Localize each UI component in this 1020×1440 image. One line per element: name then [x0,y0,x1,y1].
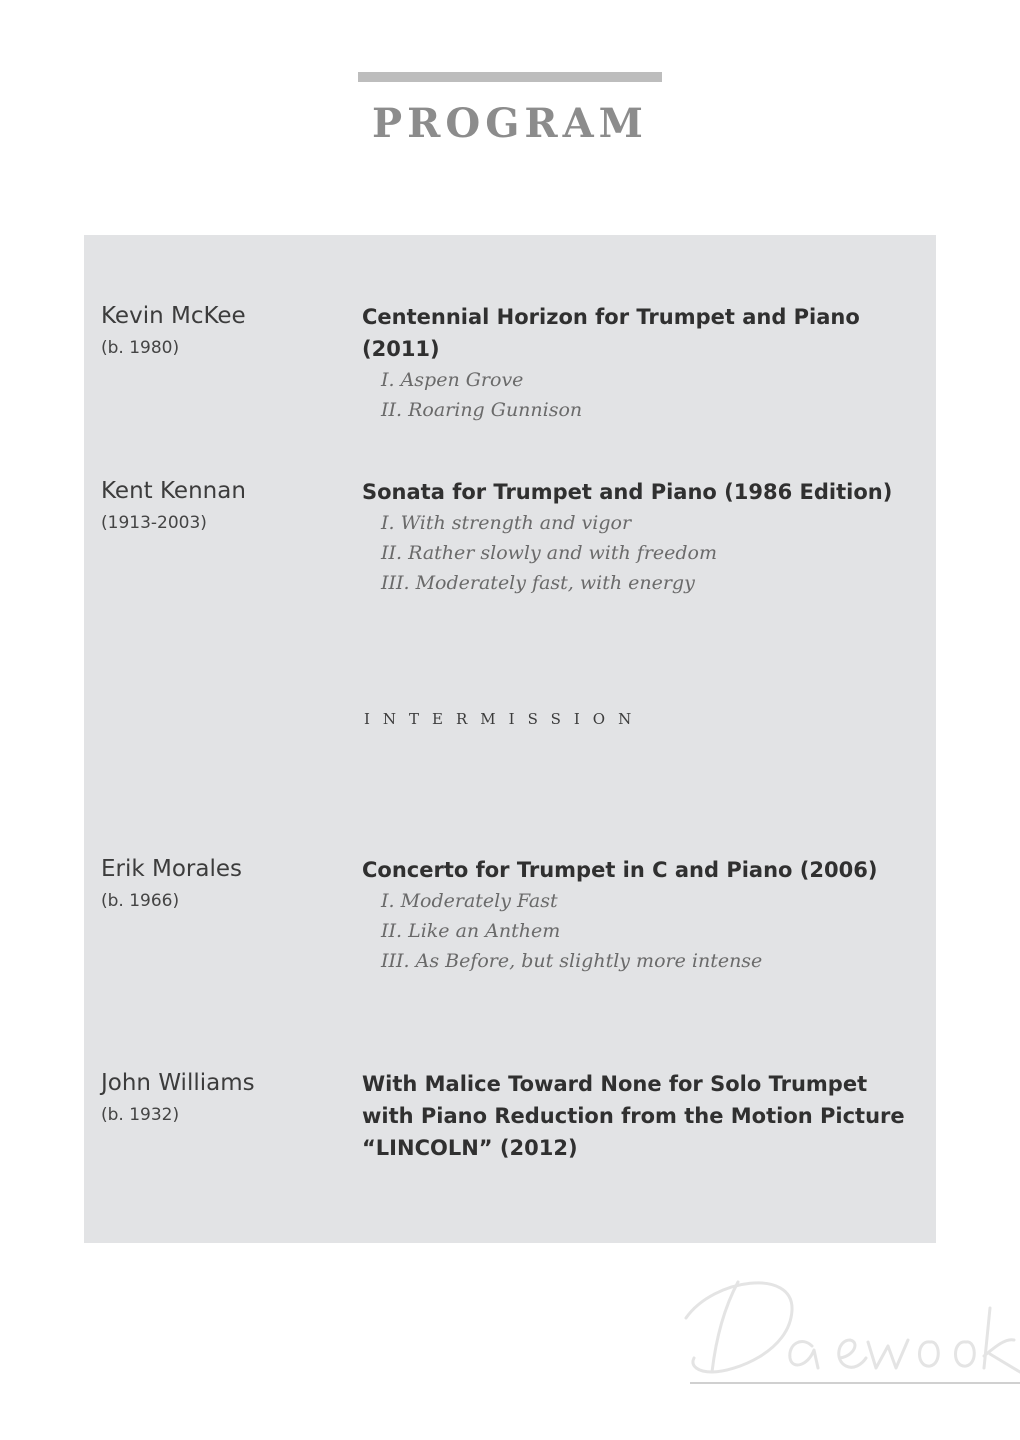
watermark-graphic [684,1268,1020,1388]
work [362,301,922,425]
movement: II. Rather slowly and with freedom [381,542,718,564]
program-panel [84,235,936,1243]
composer-name: Kevin McKee [101,303,246,329]
work-title: Sonata for Trumpet and Piano (1986 Edition) [362,480,893,504]
work [362,476,922,598]
composer [101,476,351,536]
composer-dates: (1913-2003) [101,513,207,533]
watermark-signature [684,1268,1020,1388]
movement-list [362,508,922,598]
movement-list [362,886,922,976]
movement: I. Aspen Grove [381,369,524,391]
work [362,1068,922,1164]
composer-dates: (b. 1966) [101,891,180,911]
composer [101,854,351,914]
intermission-label: INTERMISSION [364,710,645,728]
watermark-underline [690,1382,1020,1384]
composer [101,301,351,361]
movement: I. With strength and vigor [381,512,632,534]
composer-name: Kent Kennan [101,478,246,504]
composer-name: Erik Morales [101,856,242,882]
composer-dates: (b. 1980) [101,338,180,358]
composer [101,1068,351,1128]
movement: I. Moderately Fast [381,890,558,912]
movement-list [362,365,922,425]
movement: II. Like an Anthem [381,920,561,942]
work [362,854,922,976]
movement: III. As Before, but slightly more intense [381,950,763,972]
composer-dates: (b. 1932) [101,1105,180,1125]
movement: II. Roaring Gunnison [381,399,583,421]
title-rule [358,72,662,82]
page-title: PROGRAM [372,100,648,147]
work-title: With Malice Toward None for Solo Trumpet with Piano Reduction from the Motion Picture “LINCOLN” (2012) [362,1072,905,1160]
composer-name: John Williams [101,1070,255,1096]
movement: III. Moderately fast, with energy [381,572,695,594]
work-title: Centennial Horizon for Trumpet and Piano (2011) [362,305,860,361]
work-title: Concerto for Trumpet in C and Piano (2006) [362,858,878,882]
